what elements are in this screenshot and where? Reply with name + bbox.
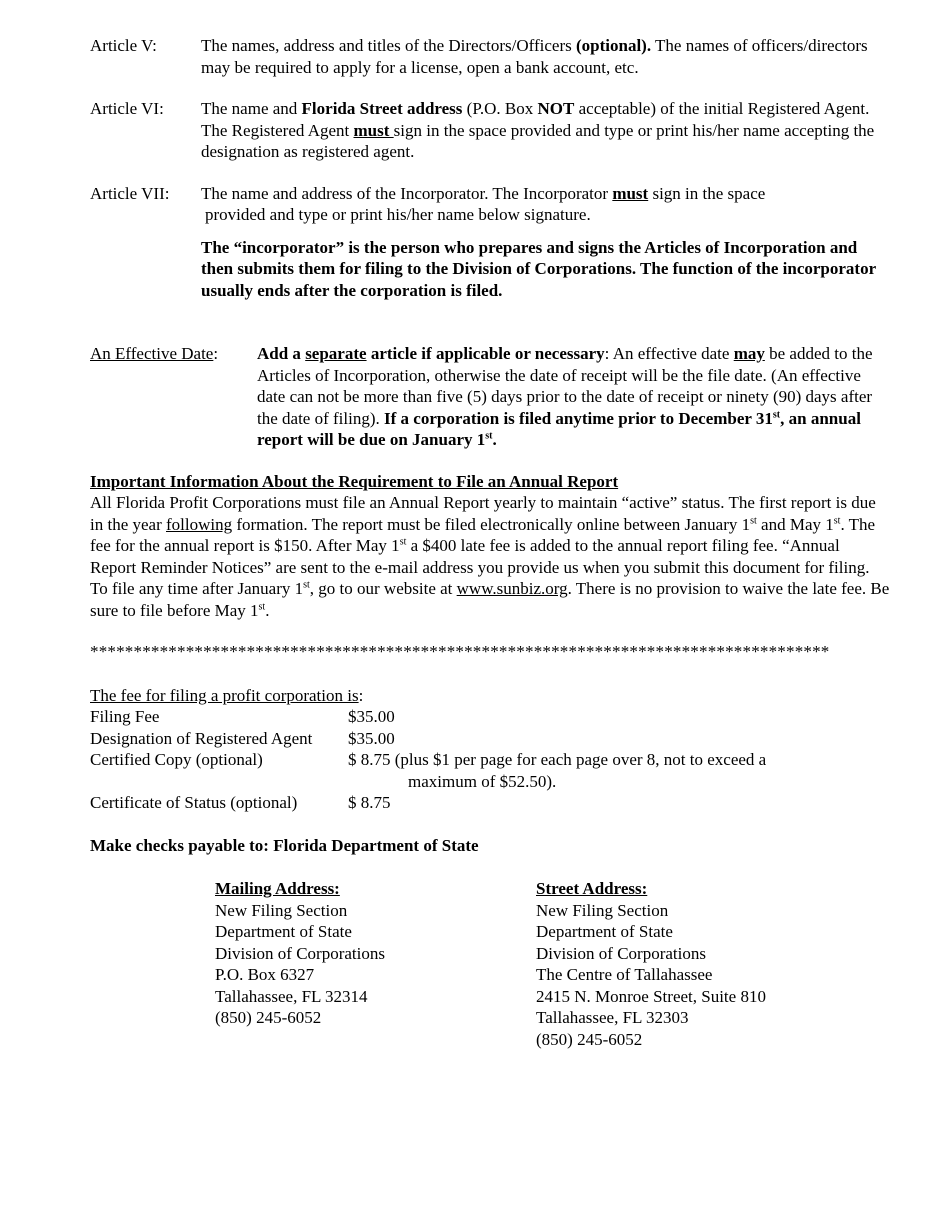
fee-label: Certificate of Status (optional) (90, 793, 298, 812)
fee-value: $35.00 (348, 707, 395, 726)
article-vi (90, 98, 890, 163)
address-line: (850) 245-6052 (536, 1029, 643, 1049)
street-address-heading: Street Address: (536, 879, 648, 898)
text: All Florida Profit Corporations must file an Annual Report yearly to maintain “active” status. The first report is due in the year (90, 493, 876, 534)
address-line: Department of State (536, 922, 673, 941)
emphasis: must (353, 120, 394, 140)
address-line: P.O. Box 6327 (215, 965, 315, 984)
superscript: st (833, 514, 841, 526)
mailing-address (215, 878, 536, 1050)
separator: ************************************************************************************* (90, 642, 830, 661)
fee-value (348, 749, 890, 792)
effective-date-label (90, 343, 257, 451)
fee-value-continuation: maximum of $52.50). (408, 771, 557, 791)
emphasis: NOT (537, 99, 575, 118)
emphasis: , an annual report will be due on January 1 (257, 408, 861, 449)
street-address (536, 878, 816, 1050)
address-line: Tallahassee, FL 32314 (215, 986, 368, 1006)
annual-report-info (90, 471, 890, 622)
article-text (201, 98, 890, 163)
address-line: (850) 245-6052 (215, 1008, 322, 1027)
article-label: Article VII: (90, 183, 170, 203)
text: The names of officers/directors may be required to apply for a license, open a bank account, etc. (201, 36, 868, 77)
article-v (90, 35, 890, 78)
emphasis: separate (305, 344, 367, 363)
superscript: st (772, 408, 781, 420)
sunbiz-link[interactable]: www.sunbiz.org (456, 579, 568, 598)
address-line: New Filing Section (215, 900, 348, 920)
text: acceptable) of the initial Registered Agent. The Registered Agent (201, 99, 870, 140)
fee-value-line: $ 8.75 (plus $1 per page for each page over 8, not to exceed a (348, 750, 767, 769)
label-text: An Effective Date (90, 344, 214, 363)
emphasis: article if applicable or necessary (366, 344, 605, 363)
fee-value: $ 8.75 (348, 793, 391, 812)
instructions-page (90, 35, 890, 1050)
fee-row (90, 792, 890, 814)
emphasis: . (492, 430, 497, 449)
fee-label: Designation of Registered Agent (90, 728, 313, 748)
text: The name and (201, 99, 302, 118)
fee-label: Filing Fee (90, 707, 160, 726)
emphasis: must (612, 183, 649, 203)
fee-row (90, 749, 890, 792)
text: . The fee for the annual report is $150. After May 1 (90, 514, 876, 555)
effective-date (90, 343, 890, 451)
superscript: st (303, 579, 310, 591)
address-line: Division of Corporations (215, 943, 385, 963)
fee-heading-colon: : (358, 685, 364, 705)
fee-value: $35.00 (348, 728, 395, 748)
text: : An effective date (604, 344, 734, 363)
superscript: st (399, 536, 407, 548)
article-text (201, 183, 890, 226)
text: formation. The report must be filed electronically online between January 1 (232, 514, 751, 534)
effective-date-text (257, 343, 890, 451)
text: provided and type or print his/her name below signature. (205, 205, 591, 224)
text: (P.O. Box (462, 99, 538, 118)
emphasis: may (733, 344, 765, 363)
superscript: st (750, 514, 757, 526)
fee-heading (90, 685, 890, 707)
address-line: The Centre of Tallahassee (536, 965, 713, 984)
text: . There is no provision to waive the late fee. Be sure to file before May 1 (90, 579, 890, 620)
emphasis: If a corporation is filed anytime prior to December 31 (384, 408, 773, 428)
address-line: New Filing Section (536, 900, 669, 920)
text: be added to the Articles of Incorporation, otherwise the date of receipt will be the file date. (An effective date can not be more than five (5) days prior to the date of receipt or ninety (90) days after the date of filing). (257, 344, 873, 428)
annual-report-heading: Important Information About the Requirement to File an Annual Report (90, 471, 619, 491)
fee-schedule (90, 685, 890, 814)
mailing-address-heading: Mailing Address: (215, 879, 340, 898)
annual-report-text (90, 492, 890, 621)
text: a $400 late fee is added to the annual report filing fee. “Annual Report Reminder Notices” are sent to the e-mail address you provide us when you submit this document for filing. To file any time after January 1 (90, 536, 870, 598)
checks-payable: Make checks payable to: Florida Department of State (90, 835, 479, 855)
fee-heading-text: The fee for filing a profit corporation is (90, 685, 359, 705)
text: sign in the space provided and type or print his/her name accepting the designation as registered agent. (201, 120, 875, 161)
article-vii (90, 183, 890, 226)
superscript: st (258, 600, 266, 612)
incorporator-note: The “incorporator” is the person who prepares and signs the Articles of Incorporation and then submits them for filing to the Division of Corporations. The function of the incorporator usually ends after the corporation is filed. (201, 237, 876, 300)
address-line: Division of Corporations (536, 943, 706, 963)
superscript: st (485, 430, 493, 442)
fee-row (90, 728, 890, 750)
text: The name and address of the Incorporator. The Incorporator (201, 183, 613, 203)
article-label: Article V: (90, 36, 157, 55)
text: The names, address and titles of the Directors/Officers (201, 36, 576, 55)
address-line: Tallahassee, FL 32303 (536, 1008, 689, 1027)
address-line: Department of State (215, 922, 352, 941)
fee-label: Certified Copy (optional) (90, 750, 263, 769)
fee-row (90, 706, 890, 728)
address-line: 2415 N. Monroe Street, Suite 810 (536, 986, 766, 1006)
underlined-text: following (166, 514, 233, 534)
label-colon: : (213, 344, 219, 363)
article-text (201, 35, 890, 78)
text: and May 1 (756, 514, 834, 534)
emphasis: Florida Street address (301, 99, 463, 118)
text: sign in the space (648, 183, 766, 203)
article-label: Article VI: (90, 99, 164, 118)
optional-emphasis: (optional). (575, 36, 652, 55)
addresses (90, 878, 890, 1050)
text: , go to our website at (309, 579, 457, 598)
text: . (265, 600, 270, 620)
emphasis: Add a (257, 344, 306, 363)
